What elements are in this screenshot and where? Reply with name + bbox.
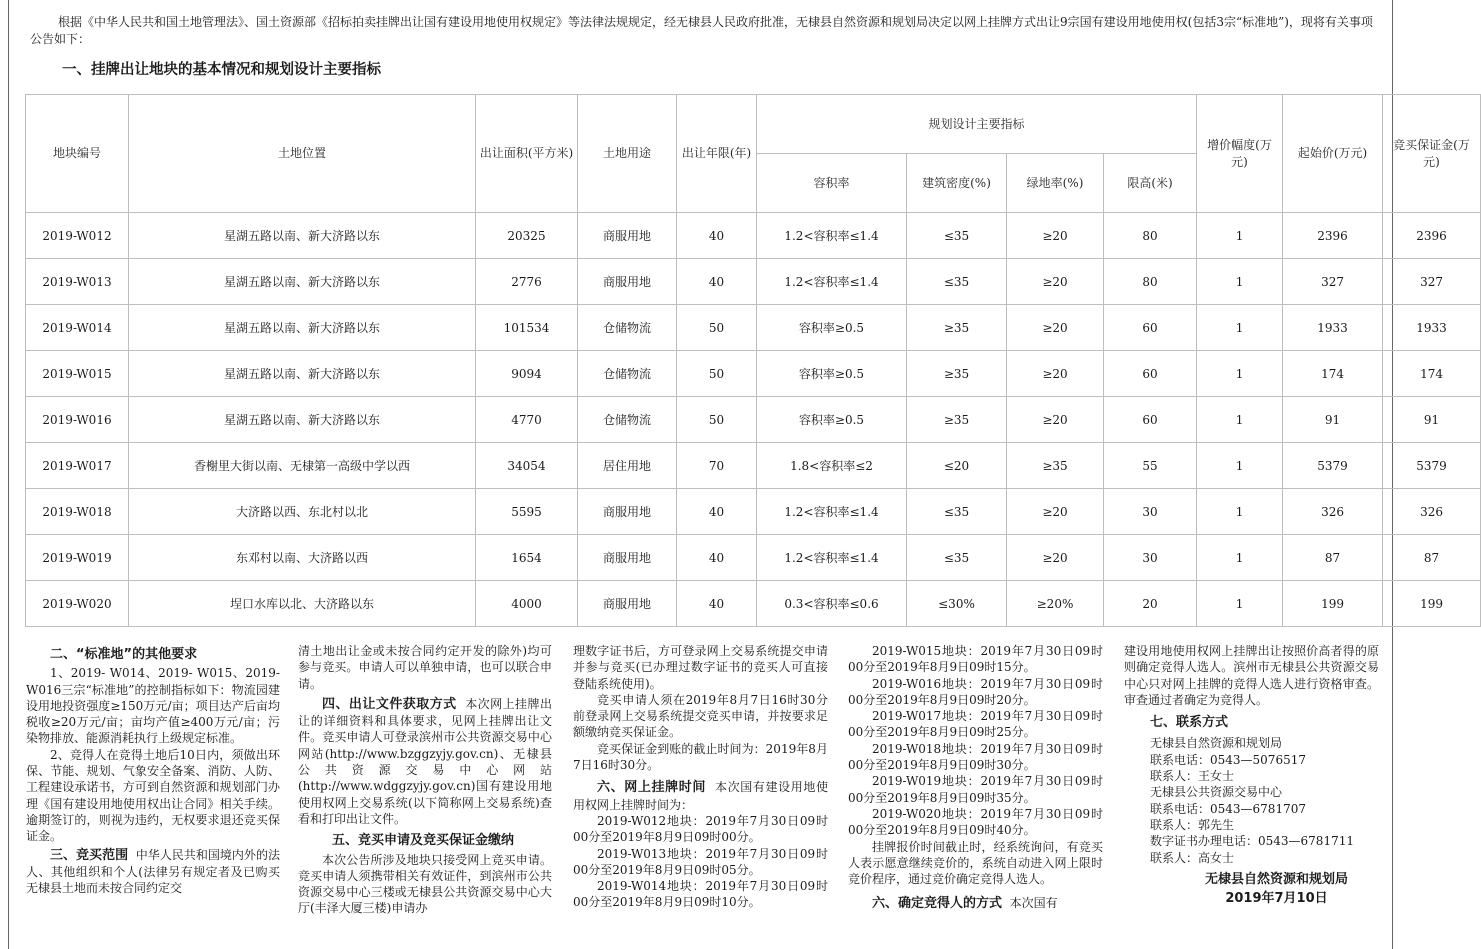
cell-far: 1.2<容积率≤1.4: [757, 213, 907, 259]
header-use: 土地用途: [578, 95, 677, 213]
cell-term: 40: [677, 213, 757, 259]
section3-heading: 三、竞买范围: [50, 847, 129, 863]
cell-start-price: 327: [1283, 259, 1383, 305]
cell-code: 2019-W019: [26, 535, 129, 581]
table-row: [26, 213, 1481, 259]
column-2: [298, 643, 552, 917]
signature-org: 无棣县自然资源和规划局: [1204, 871, 1348, 887]
cell-area: 9094: [476, 351, 578, 397]
header-code: 地块编号: [26, 95, 129, 213]
cell-location: 东邓村以南、大济路以西: [129, 535, 476, 581]
listing-time-w013: 2019-W013地块：2019年7月30日09时00分至2019年8月9日09时05分。: [573, 846, 828, 877]
cell-term: 70: [677, 443, 757, 489]
header-start-price: 起始价(万元): [1283, 95, 1383, 213]
section3-text: 中华人民共和国境内外的法人、其他组织和个人(法律另有规定者及已购买无棣县土地而未按合同约定交: [26, 847, 280, 896]
cell-height: 30: [1104, 535, 1197, 581]
cell-term: 40: [677, 489, 757, 535]
contact-tel-2: 联系电话：0543—6781707: [1150, 801, 1306, 816]
cell-deposit: 199: [1383, 581, 1481, 627]
cell-location: 埕口水库以北、大济路以东: [129, 581, 476, 627]
header-green: 绿地率(%): [1007, 154, 1104, 213]
cell-deposit: 326: [1383, 489, 1481, 535]
intro-paragraph: 根据《中华人民共和国土地管理法》、国土资源部《招标拍卖挂牌出让国有建设用地使用权规定》等法律法规规定，经无棣县人民政府批准，无棣县自然资源和规划局决定以网上挂牌方式出让9宗国有建设用地使用权(包括3宗“标准地”)，现将有关事项公告如下：: [30, 15, 1373, 46]
cell-term: 40: [677, 259, 757, 305]
cell-term: 40: [677, 535, 757, 581]
table-row: [26, 397, 1481, 443]
cell-area: 5595: [476, 489, 578, 535]
cell-deposit: 91: [1383, 397, 1481, 443]
cell-start-price: 1933: [1283, 305, 1383, 351]
cell-density: ≤35: [907, 535, 1007, 581]
cell-start-price: 2396: [1283, 213, 1383, 259]
cell-increment: 1: [1197, 397, 1283, 443]
table-row: [26, 351, 1481, 397]
header-height: 限高(米): [1104, 154, 1197, 213]
cell-location: 香榭里大街以南、无棣第一高级中学以西: [129, 443, 476, 489]
cell-location: 大济路以西、东北村以北: [129, 489, 476, 535]
cell-green: ≥20: [1007, 397, 1104, 443]
cell-increment: 1: [1197, 535, 1283, 581]
cell-density: ≥35: [907, 305, 1007, 351]
cell-use: 商服用地: [578, 535, 677, 581]
cell-code: 2019-W012: [26, 213, 129, 259]
cell-area: 4000: [476, 581, 578, 627]
cell-area: 1654: [476, 535, 578, 581]
cell-height: 55: [1104, 443, 1197, 489]
cell-location: 星湖五路以南、新大济路以东: [129, 397, 476, 443]
cell-far: 容积率≥0.5: [757, 397, 907, 443]
cell-far: 1.2<容积率≤1.4: [757, 535, 907, 581]
cell-code: 2019-W014: [26, 305, 129, 351]
cell-location: 星湖五路以南、新大济路以东: [129, 351, 476, 397]
cell-height: 60: [1104, 351, 1197, 397]
cell-increment: 1: [1197, 581, 1283, 627]
cell-code: 2019-W015: [26, 351, 129, 397]
cell-start-price: 91: [1283, 397, 1383, 443]
left-border-line: [8, 0, 9, 949]
deposit-arrival-para: 竞买保证金到账的截止时间为：2019年8月7日16时30分。: [573, 741, 828, 773]
cell-use: 仓储物流: [578, 305, 677, 351]
column-5: [1124, 643, 1379, 908]
cell-deposit: 87: [1383, 535, 1481, 581]
section2-para2: 2、竞得人在竞得土地后10日内，须做出环保、节能、规划、气象安全备案、消防、人防、工程建设承诺书，方可到自然资源和规划部门办理《国有建设用地使用权出让合同》相关手续。逾期签订的，则视为违约，无权要求退还竞买保证金。: [26, 747, 280, 844]
cell-start-price: 87: [1283, 535, 1383, 581]
cell-density: ≥35: [907, 397, 1007, 443]
signature-date: 2019年7月10日: [1225, 890, 1328, 906]
header-deposit: 竞买保证金(万元): [1383, 95, 1481, 213]
table-row: [26, 489, 1481, 535]
table-row: [26, 305, 1481, 351]
cell-far: 1.2<容积率≤1.4: [757, 259, 907, 305]
cell-use: 商服用地: [578, 581, 677, 627]
cell-height: 60: [1104, 305, 1197, 351]
cell-start-price: 5379: [1283, 443, 1383, 489]
table-row: [26, 581, 1481, 627]
column5-continued: 建设用地使用权网上挂牌出让按照价高者得的原则确定竞得人选人。滨州市无棣县公共资源交易中心只对网上挂牌的竞得人选人进行资格审查。审查通过者确定为竞得人。: [1124, 644, 1379, 707]
section2-para1: 1、2019- W014、2019- W015、2019- W016三宗“标准地”的控制指标如下：物流园建设用地投资强度≥150万元/亩；项目达产后亩均税收≥20万元/亩；亩均产值≥400万元/亩；污染物排放、能源消耗执行上级规定标准。: [26, 666, 280, 746]
listing-time-w014: 2019-W014地块：2019年7月30日09时00分至2019年8月9日09时10分。: [573, 879, 828, 910]
cell-increment: 1: [1197, 351, 1283, 397]
cell-location: 星湖五路以南、新大济路以东: [129, 259, 476, 305]
listing-time-w016: 2019-W016地块：2019年7月30日09时00分至2019年8月9日09时20分。: [848, 676, 1103, 707]
land-table: [25, 94, 1481, 627]
cell-density: ≤35: [907, 213, 1007, 259]
section6-text: 本次国有建设用地使用权网上挂牌时间为：: [573, 780, 828, 812]
cell-area: 20325: [476, 213, 578, 259]
deposit-deadline-para: 竞买申请人须在2019年8月7日16时30分前登录网上交易系统提交竞买申请，并按要求足额缴纳竞买保证金。: [573, 692, 828, 740]
cell-term: 50: [677, 305, 757, 351]
cell-use: 仓储物流: [578, 397, 677, 443]
cell-deposit: 5379: [1383, 443, 1481, 489]
header-density: 建筑密度(%): [907, 154, 1007, 213]
header-area: 出让面积(平方米): [476, 95, 578, 213]
cell-start-price: 326: [1283, 489, 1383, 535]
cell-far: 容积率≥0.5: [757, 351, 907, 397]
cell-far: 容积率≥0.5: [757, 305, 907, 351]
cell-location: 星湖五路以南、新大济路以东: [129, 213, 476, 259]
cell-density: ≤20: [907, 443, 1007, 489]
section6-heading: 六、网上挂牌时间: [597, 780, 707, 796]
cell-code: 2019-W016: [26, 397, 129, 443]
cell-use: 仓储物流: [578, 351, 677, 397]
cell-term: 50: [677, 351, 757, 397]
header-location: 土地位置: [129, 95, 476, 213]
cell-area: 34054: [476, 443, 578, 489]
cell-height: 60: [1104, 397, 1197, 443]
land-table-body: [26, 213, 1481, 627]
cell-density: ≤30%: [907, 581, 1007, 627]
cell-green: ≥20: [1007, 213, 1104, 259]
cell-start-price: 199: [1283, 581, 1383, 627]
table-row: [26, 259, 1481, 305]
contact-person-2: 联系人：郭先生: [1150, 817, 1235, 832]
contact-tel-1: 联系电话：0543—5076517: [1150, 752, 1306, 767]
cell-increment: 1: [1197, 259, 1283, 305]
column2-continued: 清土地出让金或未按合同约定开发的除外)均可参与竞买。申请人可以单独申请，也可以联合申请。: [298, 644, 552, 691]
cell-use: 居住用地: [578, 443, 677, 489]
cell-increment: 1: [1197, 489, 1283, 535]
cell-start-price: 174: [1283, 351, 1383, 397]
header-far: 容积率: [757, 154, 907, 213]
section4-text: 本次网上挂牌出让的详细资料和具体要求，见网上挂牌出让文件。竞买申请人可登录滨州市公共资源交易中心网站(http://www.bzggzyjy.gov.cn)、无棣县公共资源交易中心网站(http://www.wdggzyjy.gov.cn)国有建设用地使用权网上交易系统(以下简称网上交易系统)查看和打印出让文件。: [298, 696, 552, 826]
listing-time-w012: 2019-W012地块：2019年7月30日09时00分至2019年8月9日09时00分。: [573, 813, 828, 845]
section6b-text: 本次国有: [1009, 896, 1058, 911]
section5-text: 本次公告所涉及地块只接受网上竞买申请。竞买申请人须携带相关有效证件，到滨州市公共资源交易中心三楼或无棣县公共资源交易中心大厅(丰泽大厦三楼)申请办: [298, 852, 552, 916]
cell-code: 2019-W018: [26, 489, 129, 535]
listing-time-w019: 2019-W019地块：2019年7月30日09时00分至2019年8月9日09时35分。: [848, 774, 1103, 805]
section7-heading: 七、联系方式: [1150, 715, 1229, 731]
column-4: [848, 643, 1103, 913]
cell-use: 商服用地: [578, 259, 677, 305]
cell-code: 2019-W017: [26, 443, 129, 489]
cell-green: ≥20: [1007, 351, 1104, 397]
cell-area: 4770: [476, 397, 578, 443]
cell-deposit: 2396: [1383, 213, 1481, 259]
cell-height: 80: [1104, 213, 1197, 259]
section2-heading: 二、“标准地”的其他要求: [50, 647, 198, 662]
bidding-close-para: 挂牌报价时间截止时，经系统询问，有竞买人表示愿意继续竞价的，系统自动进入网上限时竞价程序，通过竞价确定竞得人选人。: [848, 839, 1103, 887]
cell-density: ≥35: [907, 351, 1007, 397]
cell-green: ≥20: [1007, 489, 1104, 535]
header-increment: 增价幅度(万元): [1197, 95, 1283, 213]
listing-time-w015: 2019-W015地块：2019年7月30日09时00分至2019年8月9日09时15分。: [848, 644, 1103, 675]
table-row: [26, 535, 1481, 581]
cell-green: ≥20: [1007, 305, 1104, 351]
listing-time-w017: 2019-W017地块：2019年7月30日09时00分至2019年8月9日09时25分。: [848, 709, 1103, 740]
cell-deposit: 1933: [1383, 305, 1481, 351]
cell-height: 30: [1104, 489, 1197, 535]
column-3: [573, 643, 828, 911]
listing-time-w020: 2019-W020地块：2019年7月30日09时00分至2019年8月9日09时40分。: [848, 806, 1103, 838]
section6b-heading: 六、确定竞得人的方式: [872, 896, 1003, 912]
cell-increment: 1: [1197, 443, 1283, 489]
cell-use: 商服用地: [578, 213, 677, 259]
contact-person-1: 联系人：王女士: [1150, 769, 1235, 784]
cell-deposit: 174: [1383, 351, 1481, 397]
contact-org-1: 无棣县自然资源和规划局: [1150, 736, 1283, 751]
header-planning: 规划设计主要指标: [757, 95, 1197, 154]
contact-tel-3: 数字证书办理电话：0543—6781711: [1150, 834, 1354, 849]
contact-person-3: 联系人：高女士: [1150, 850, 1235, 865]
cell-term: 50: [677, 397, 757, 443]
cell-green: ≥20: [1007, 259, 1104, 305]
cell-code: 2019-W013: [26, 259, 129, 305]
cell-green: ≥35: [1007, 443, 1104, 489]
cell-height: 80: [1104, 259, 1197, 305]
cell-green: ≥20%: [1007, 581, 1104, 627]
contact-org-2: 无棣县公共资源交易中心: [1150, 785, 1283, 800]
column3-continued: 理数字证书后，方可登录网上交易系统提交申请并参与竞买(已办理过数字证书的竞买人可直接登陆系统使用)。: [573, 644, 828, 691]
cell-code: 2019-W020: [26, 581, 129, 627]
table-row: [26, 443, 1481, 489]
cell-height: 20: [1104, 581, 1197, 627]
listing-time-w018: 2019-W018地块：2019年7月30日09时00分至2019年8月9日09时30分。: [848, 741, 1103, 773]
cell-use: 商服用地: [578, 489, 677, 535]
section5-heading: 五、竞买申请及竞买保证金缴纳: [332, 833, 515, 849]
section4-heading: 四、出让文件获取方式: [322, 696, 457, 712]
cell-far: 0.3<容积率≤0.6: [757, 581, 907, 627]
cell-far: 1.2<容积率≤1.4: [757, 489, 907, 535]
cell-increment: 1: [1197, 213, 1283, 259]
header-term: 出让年限(年): [677, 95, 757, 213]
section1-heading: 一、挂牌出让地块的基本情况和规划设计主要指标: [62, 62, 381, 78]
cell-location: 星湖五路以南、新大济路以东: [129, 305, 476, 351]
cell-deposit: 327: [1383, 259, 1481, 305]
cell-term: 40: [677, 581, 757, 627]
cell-density: ≤35: [907, 259, 1007, 305]
cell-green: ≥20: [1007, 535, 1104, 581]
cell-area: 101534: [476, 305, 578, 351]
column-1: [26, 643, 280, 896]
cell-increment: 1: [1197, 305, 1283, 351]
cell-area: 2776: [476, 259, 578, 305]
cell-density: ≤35: [907, 489, 1007, 535]
cell-far: 1.8<容积率≤2: [757, 443, 907, 489]
